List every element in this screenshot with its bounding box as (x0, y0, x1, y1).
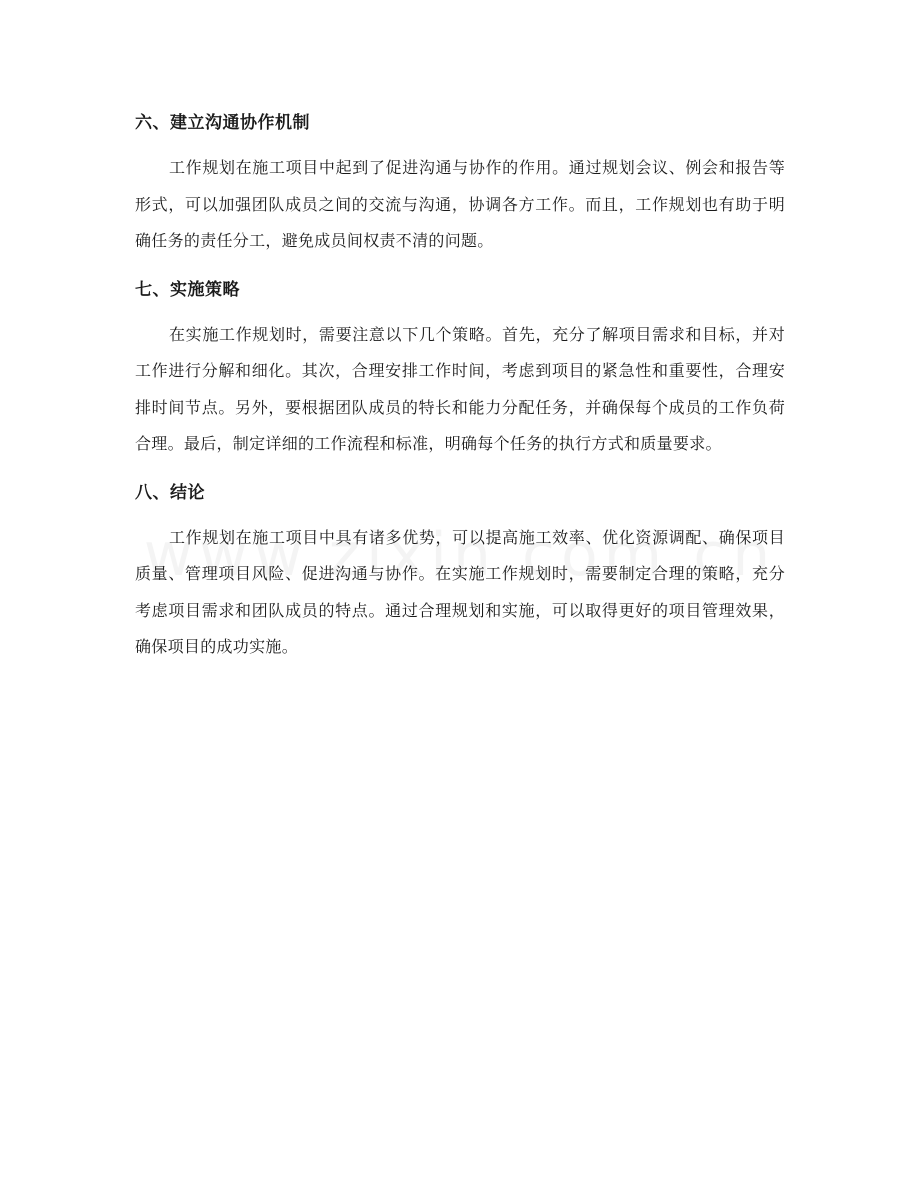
section-paragraph: 在实施工作规划时，需要注意以下几个策略。首先，充分了解项目需求和目标，并对工作进行分解和细化。其次，合理安排工作时间，考虑到项目的紧急性和重要性，合理安排时间节点。另外，要根据团队成员的特长和能力分配任务，并确保每个成员的工作负荷合理。最后，制定详细的工作流程和标准，明确每个任务的执行方式和质量要求。 (135, 324, 785, 453)
section-communication (135, 106, 785, 260)
section-heading: 七、实施策略 (135, 279, 240, 300)
section-heading: 六、建立沟通协作机制 (135, 113, 310, 133)
section-conclusion (135, 476, 785, 666)
section-paragraph: 工作规划在施工项目中起到了促进沟通与协作的作用。通过规划会议、例会和报告等形式，可以加强团队成员之间的交流与沟通，协调各方工作。而且，工作规划也有助于明确任务的责任分工，避免成员间权责不清的问题。 (135, 158, 785, 250)
section-strategy (135, 273, 785, 463)
section-paragraph: 工作规划在施工项目中具有诸多优势，可以提高施工效率、优化资源调配、确保项目质量、管理项目风险、促进沟通与协作。在实施工作规划时，需要制定合理的策略，充分考虑项目需求和团队成员的特点。通过合理规划和实施，可以取得更好的项目管理效果，确保项目的成功实施。 (135, 527, 785, 656)
section-heading: 八、结论 (135, 482, 205, 503)
